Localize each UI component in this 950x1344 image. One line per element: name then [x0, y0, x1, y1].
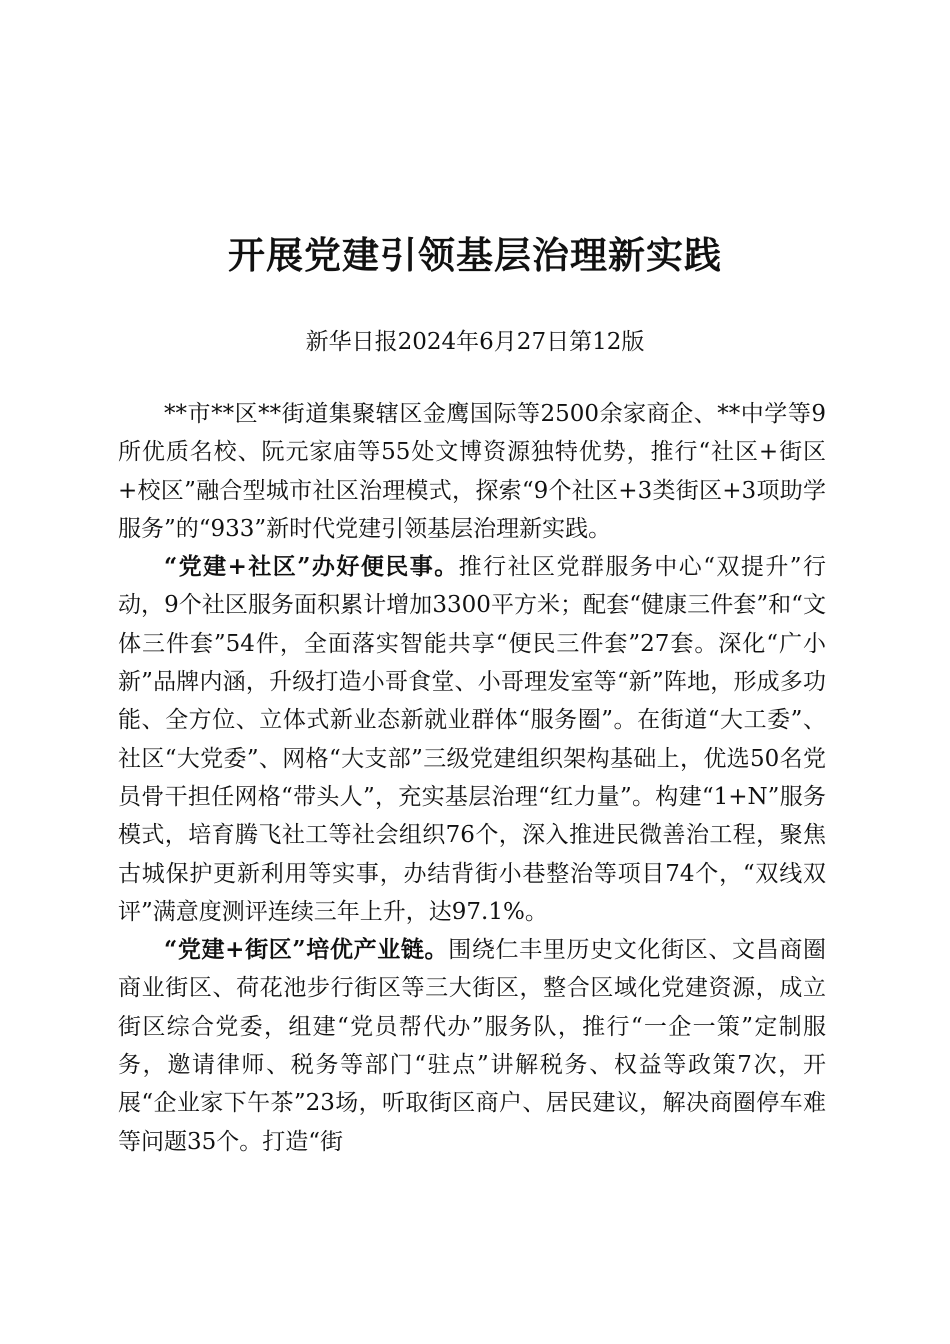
paragraph-intro [118, 395, 826, 548]
paragraph-lead: “党建+社区”办好便民事。 [164, 553, 459, 581]
paragraph-community [118, 548, 826, 931]
article-source: 新华日报2024年6月27日第12版 [305, 329, 645, 355]
paragraph-lead: “党建+街区”培优产业链。 [164, 936, 449, 964]
paragraph-text: 推行社区党群服务中心“双提升”行动，9个社区服务面积累计增加3300平方米；配套“健康三件套”和“文体三件套”54件，全面落实智能共享“便民三件套”27套。深化“广小新”品牌内涵，升级打造小哥食堂、小哥理发室等“新”阵地，形成多功能、全方位、立体式新业态新就业群体“服务圈”。在街道“大工委”、社区“大党委”、网格“大支部”三级党建组织架构基础上，优选50名党员骨干担任网格“带头人”，充实基层治理“红力量”。构建“1+N”服务模式，培育腾飞社工等社会组织76个，深入推进民微善治工程，聚焦古城保护更新利用等实事，办结背街小巷整治等项目74个，“双线双评”满意度测评连续三年上升，达97.1%。 [118, 554, 826, 925]
article-title: 开展党建引领基层治理新实践 [228, 233, 722, 277]
paragraph-text: 围绕仁丰里历史文化街区、文昌商圈商业街区、荷花池步行街区等三大街区，整合区域化党建资源，成立街区综合党委，组建“党员帮代办”服务队，推行“一企一策”定制服务，邀请律师、税务等部门“驻点”讲解税务、权益等政策7次，开展“企业家下午茶”23场，听取街区商户、居民建议，解决商圈停车难等问题35个。打造“街 [118, 937, 827, 1155]
paragraph-text: **市**区**街道集聚辖区金鹰国际等2500余家商企、**中学等9所优质名校、阮元家庙等55处文博资源独特优势，推行“社区+街区+校区”融合型城市社区治理模式，探索“9个社区+3类街区+3项助学服务”的“933”新时代党建引领基层治理新实践。 [118, 401, 826, 542]
article-body [118, 395, 826, 1161]
paragraph-district [118, 931, 826, 1161]
